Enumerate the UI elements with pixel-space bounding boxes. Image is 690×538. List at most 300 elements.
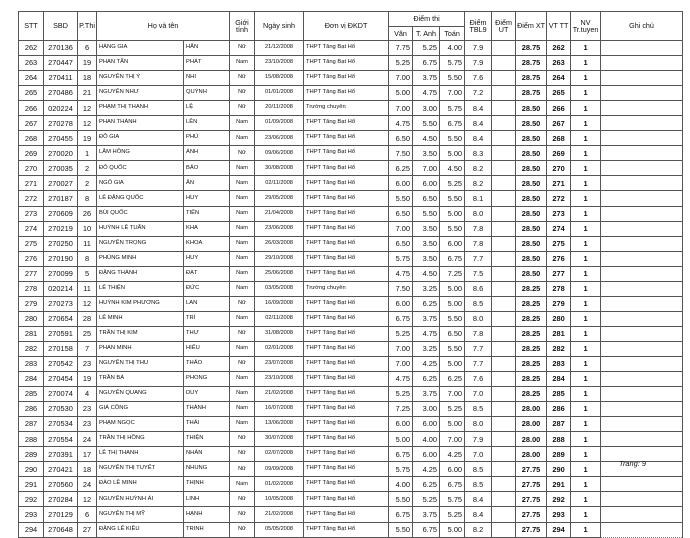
gioi-tinh-cell: Nam (230, 266, 255, 281)
tbl9-cell: 8.2 (465, 522, 492, 537)
van-cell: 6.75 (389, 447, 413, 462)
diem-ut-cell (492, 161, 516, 176)
gioi-tinh-cell: Nữ (230, 326, 255, 341)
nguyen-vong-cell: 1 (571, 507, 601, 522)
diem-xt-cell: 28.50 (516, 221, 547, 236)
vi-tri-cell: 270 (547, 161, 571, 176)
sbd-cell: 270591 (44, 326, 78, 341)
toan-cell: 5.00 (440, 281, 465, 296)
diem-xt-cell: 28.25 (516, 326, 547, 341)
diem-xt-cell: 28.25 (516, 356, 547, 371)
gioi-tinh-cell: Nam (230, 56, 255, 71)
don-vi-cell: THPT Tăng Bạt Hổ (304, 477, 389, 492)
toan-cell: 6.75 (440, 251, 465, 266)
don-vi-cell: THPT Tăng Bạt Hổ (304, 191, 389, 206)
stt-cell: 286 (19, 402, 44, 417)
toan-cell: 4.50 (440, 161, 465, 176)
sbd-cell: 270455 (44, 131, 78, 146)
diem-ut-cell (492, 191, 516, 206)
table-row (19, 462, 683, 477)
van-cell: 7.50 (389, 281, 413, 296)
nguyen-vong-cell: 1 (571, 372, 601, 387)
stt-cell: 291 (19, 477, 44, 492)
tieng-anh-cell: 5.50 (413, 116, 440, 131)
ten-cell: TRÍ (184, 311, 230, 326)
ho-dem-cell: ĐẶNG THÀNH (97, 266, 184, 281)
van-cell: 5.50 (389, 522, 413, 537)
ho-dem-cell: TRẦN THỊ HỒNG (97, 432, 184, 447)
don-vi-cell: THPT Tăng Bạt Hổ (304, 507, 389, 522)
ho-dem-cell: TRẦN BÁ (97, 372, 184, 387)
nguyen-vong-cell: 1 (571, 417, 601, 432)
ngay-sinh-cell: 21/04/2008 (255, 206, 304, 221)
tieng-anh-cell: 3.00 (413, 101, 440, 116)
table-row (19, 236, 683, 251)
diem-xt-cell: 28.50 (516, 161, 547, 176)
header-stt: STT (19, 12, 44, 41)
ngay-sinh-cell: 23/06/2008 (255, 131, 304, 146)
diem-xt-cell: 28.50 (516, 116, 547, 131)
phong-thi-cell: 19 (78, 372, 97, 387)
ho-dem-cell: PHAN TẤN (97, 56, 184, 71)
diem-xt-cell: 27.75 (516, 522, 547, 537)
ghi-chu-cell (601, 101, 683, 116)
van-cell: 7.75 (389, 41, 413, 56)
diem-xt-cell: 28.50 (516, 251, 547, 266)
table-row (19, 356, 683, 371)
toan-cell: 7.00 (440, 387, 465, 402)
diem-xt-cell: 28.75 (516, 41, 547, 56)
don-vi-cell: THPT Tăng Bạt Hổ (304, 492, 389, 507)
ghi-chu-cell (601, 41, 683, 56)
stt-cell: 274 (19, 221, 44, 236)
diem-ut-cell (492, 356, 516, 371)
diem-ut-cell (492, 477, 516, 492)
diem-xt-cell: 28.50 (516, 146, 547, 161)
ghi-chu-cell (601, 507, 683, 522)
ho-dem-cell: PHẠM THỊ THANH (97, 101, 184, 116)
tbl9-cell: 7.8 (465, 326, 492, 341)
gioi-tinh-cell: Nữ (230, 71, 255, 86)
nguyen-vong-cell: 1 (571, 191, 601, 206)
toan-cell: 5.00 (440, 206, 465, 221)
ngay-sinh-cell: 29/05/2008 (255, 191, 304, 206)
diem-xt-cell: 28.00 (516, 432, 547, 447)
ngay-sinh-cell: 23/07/2008 (255, 356, 304, 371)
ho-dem-cell: LÊ MINH (97, 311, 184, 326)
table-row (19, 161, 683, 176)
van-cell: 5.50 (389, 492, 413, 507)
gioi-tinh-cell: Nam (230, 311, 255, 326)
van-cell: 5.75 (389, 462, 413, 477)
gioi-tinh-cell: Nữ (230, 447, 255, 462)
tbl9-cell: 8.5 (465, 296, 492, 311)
tbl9-cell: 7.0 (465, 387, 492, 402)
toan-cell: 5.50 (440, 221, 465, 236)
ghi-chu-cell (601, 206, 683, 221)
nguyen-vong-cell: 1 (571, 221, 601, 236)
nguyen-vong-cell: 1 (571, 341, 601, 356)
don-vi-cell: Trường chuyên (304, 281, 389, 296)
ghi-chu-cell (601, 131, 683, 146)
diem-ut-cell (492, 236, 516, 251)
vi-tri-cell: 293 (547, 507, 571, 522)
ho-dem-cell: PHAN MINH (97, 341, 184, 356)
table-row (19, 432, 683, 447)
vi-tri-cell: 285 (547, 387, 571, 402)
diem-ut-cell (492, 311, 516, 326)
tieng-anh-cell: 3.50 (413, 221, 440, 236)
table-row (19, 341, 683, 356)
table-row (19, 492, 683, 507)
tieng-anh-cell: 4.75 (413, 86, 440, 101)
nguyen-vong-cell: 1 (571, 131, 601, 146)
sbd-cell: 270530 (44, 402, 78, 417)
ngay-sinh-cell: 31/08/2008 (255, 326, 304, 341)
don-vi-cell: THPT Tăng Bạt Hổ (304, 296, 389, 311)
header-van: Văn (389, 27, 413, 41)
ngay-sinh-cell: 21/02/2008 (255, 507, 304, 522)
tieng-anh-cell: 6.00 (413, 417, 440, 432)
phong-thi-cell: 2 (78, 176, 97, 191)
phong-thi-cell: 26 (78, 206, 97, 221)
diem-ut-cell (492, 402, 516, 417)
tieng-anh-cell: 6.75 (413, 56, 440, 71)
stt-cell: 280 (19, 311, 44, 326)
ghi-chu-cell (601, 492, 683, 507)
ngay-sinh-cell: 15/08/2008 (255, 71, 304, 86)
ten-cell: TRINH (184, 522, 230, 537)
diem-xt-cell: 27.75 (516, 492, 547, 507)
diem-ut-cell (492, 507, 516, 522)
sbd-cell: 270187 (44, 191, 78, 206)
tieng-anh-cell: 4.50 (413, 266, 440, 281)
gioi-tinh-cell: Nam (230, 176, 255, 191)
table-row (19, 221, 683, 236)
ngay-sinh-cell: 25/06/2008 (255, 266, 304, 281)
page-number: Trang: 9 (619, 459, 646, 468)
table-row (19, 522, 683, 537)
table-row (19, 101, 683, 116)
gioi-tinh-cell: Nam (230, 477, 255, 492)
tieng-anh-cell: 3.75 (413, 387, 440, 402)
tieng-anh-cell: 6.00 (413, 176, 440, 191)
tieng-anh-cell: 3.00 (413, 402, 440, 417)
van-cell: 5.50 (389, 191, 413, 206)
stt-cell: 265 (19, 86, 44, 101)
ho-dem-cell: GIÁ CÔNG (97, 402, 184, 417)
don-vi-cell: THPT Tăng Bạt Hổ (304, 86, 389, 101)
diem-xt-cell: 28.75 (516, 71, 547, 86)
header-gioi-tinh: Giới tính (230, 12, 255, 41)
ghi-chu-cell (601, 86, 683, 101)
sbd-cell: 270190 (44, 251, 78, 266)
van-cell: 4.75 (389, 116, 413, 131)
ghi-chu-cell (601, 477, 683, 492)
van-cell: 5.25 (389, 387, 413, 402)
ngay-sinh-cell: 20/11/2008 (255, 101, 304, 116)
van-cell: 7.50 (389, 146, 413, 161)
toan-cell: 4.00 (440, 41, 465, 56)
stt-cell: 284 (19, 372, 44, 387)
ten-cell: THỊNH (184, 477, 230, 492)
ho-dem-cell: HUỲNH KIM PHƯƠNG (97, 296, 184, 311)
gioi-tinh-cell: Nam (230, 116, 255, 131)
gioi-tinh-cell: Nữ (230, 146, 255, 161)
toan-cell: 6.00 (440, 236, 465, 251)
diem-ut-cell (492, 221, 516, 236)
nguyen-vong-cell: 1 (571, 146, 601, 161)
ten-cell: DUY (184, 387, 230, 402)
ho-dem-cell: ĐỖ GIA (97, 131, 184, 146)
stt-cell: 285 (19, 387, 44, 402)
header-phong-thi: P.Thi (78, 12, 97, 41)
vi-tri-cell: 279 (547, 296, 571, 311)
table-row (19, 477, 683, 492)
phong-thi-cell: 19 (78, 56, 97, 71)
van-cell: 4.00 (389, 477, 413, 492)
table-row (19, 281, 683, 296)
sbd-cell: 270158 (44, 341, 78, 356)
nguyen-vong-cell: 1 (571, 161, 601, 176)
ho-dem-cell: LÊ THIỆN (97, 281, 184, 296)
ghi-chu-cell (601, 326, 683, 341)
don-vi-cell: THPT Tăng Bạt Hổ (304, 447, 389, 462)
ngay-sinh-cell: 29/10/2008 (255, 251, 304, 266)
van-cell: 5.25 (389, 326, 413, 341)
table-row (19, 41, 683, 56)
diem-ut-cell (492, 326, 516, 341)
sbd-cell: 270273 (44, 296, 78, 311)
gioi-tinh-cell: Nam (230, 372, 255, 387)
table-row (19, 417, 683, 432)
phong-thi-cell: 23 (78, 417, 97, 432)
ten-cell: HIẾU (184, 341, 230, 356)
ngay-sinh-cell: 23/10/2008 (255, 56, 304, 71)
table-row (19, 387, 683, 402)
ho-dem-cell: NGUYỄN NHƯ (97, 86, 184, 101)
sbd-cell: 270648 (44, 522, 78, 537)
stt-cell: 277 (19, 266, 44, 281)
table-row (19, 251, 683, 266)
tieng-anh-cell: 4.50 (413, 131, 440, 146)
vi-tri-cell: 275 (547, 236, 571, 251)
table-row (19, 266, 683, 281)
ngay-sinh-cell: 30/07/2008 (255, 432, 304, 447)
toan-cell: 5.00 (440, 356, 465, 371)
diem-xt-cell: 28.75 (516, 86, 547, 101)
van-cell: 5.25 (389, 56, 413, 71)
diem-xt-cell: 28.25 (516, 311, 547, 326)
table-row (19, 402, 683, 417)
ten-cell: HÂN (184, 41, 230, 56)
stt-cell: 268 (19, 131, 44, 146)
toan-cell: 5.25 (440, 402, 465, 417)
toan-cell: 5.75 (440, 492, 465, 507)
gioi-tinh-cell: Nữ (230, 41, 255, 56)
nguyen-vong-cell: 1 (571, 236, 601, 251)
vi-tri-cell: 280 (547, 311, 571, 326)
header-ghi-chu: Ghi chú (601, 12, 683, 41)
stt-cell: 273 (19, 206, 44, 221)
don-vi-cell: THPT Tăng Bạt Hổ (304, 41, 389, 56)
ghi-chu-cell (601, 221, 683, 236)
don-vi-cell: THPT Tăng Bạt Hổ (304, 387, 389, 402)
header-sbd: SBD (44, 12, 78, 41)
ten-cell: TIẾN (184, 206, 230, 221)
stt-cell: 294 (19, 522, 44, 537)
toan-cell: 5.50 (440, 341, 465, 356)
gioi-tinh-cell: Nữ (230, 462, 255, 477)
vi-tri-cell: 266 (547, 101, 571, 116)
ho-dem-cell: NGUYỄN QUANG (97, 387, 184, 402)
sbd-cell: 270074 (44, 387, 78, 402)
phong-thi-cell: 18 (78, 462, 97, 477)
table-row (19, 447, 683, 462)
nguyen-vong-cell: 1 (571, 477, 601, 492)
table-row (19, 71, 683, 86)
tbl9-cell: 8.3 (465, 146, 492, 161)
nguyen-vong-cell: 1 (571, 356, 601, 371)
ghi-chu-cell (601, 56, 683, 71)
toan-cell: 5.75 (440, 56, 465, 71)
vi-tri-cell: 274 (547, 221, 571, 236)
gioi-tinh-cell: Nam (230, 387, 255, 402)
diem-ut-cell (492, 266, 516, 281)
ngay-sinh-cell: 02/11/2008 (255, 311, 304, 326)
ghi-chu-cell (601, 266, 683, 281)
header-vi-tri: VT TT (547, 12, 571, 41)
ghi-chu-cell (601, 356, 683, 371)
table-row (19, 191, 683, 206)
sbd-cell: 270609 (44, 206, 78, 221)
tieng-anh-cell: 5.25 (413, 41, 440, 56)
tbl9-cell: 8.5 (465, 477, 492, 492)
ho-dem-cell: NGUYỄN THỊ TUYẾT (97, 462, 184, 477)
ten-cell: NHI (184, 71, 230, 86)
ngay-sinh-cell: 30/08/2008 (255, 161, 304, 176)
nguyen-vong-cell: 1 (571, 296, 601, 311)
tieng-anh-cell: 3.75 (413, 71, 440, 86)
van-cell: 6.75 (389, 311, 413, 326)
tieng-anh-cell: 4.25 (413, 462, 440, 477)
stt-cell: 272 (19, 191, 44, 206)
ten-cell: NHÀN (184, 447, 230, 462)
tieng-anh-cell: 6.25 (413, 477, 440, 492)
diem-ut-cell (492, 101, 516, 116)
vi-tri-cell: 291 (547, 477, 571, 492)
ngay-sinh-cell: 02/07/2008 (255, 447, 304, 462)
sbd-cell: 270542 (44, 356, 78, 371)
ten-cell: ÂN (184, 176, 230, 191)
ghi-chu-cell (601, 176, 683, 191)
toan-cell: 6.75 (440, 116, 465, 131)
tbl9-cell: 8.2 (465, 176, 492, 191)
vi-tri-cell: 272 (547, 191, 571, 206)
header-tieng-anh: T. Anh (413, 27, 440, 41)
toan-cell: 6.25 (440, 372, 465, 387)
phong-thi-cell: 4 (78, 387, 97, 402)
ho-dem-cell: ĐÀO LÊ MINH (97, 477, 184, 492)
toan-cell: 7.00 (440, 86, 465, 101)
ngay-sinh-cell: 23/06/2008 (255, 221, 304, 236)
sbd-cell: 270654 (44, 311, 78, 326)
vi-tri-cell: 288 (547, 432, 571, 447)
gioi-tinh-cell: Nam (230, 251, 255, 266)
tieng-anh-cell: 3.25 (413, 341, 440, 356)
gioi-tinh-cell: Nam (230, 281, 255, 296)
ghi-chu-cell (601, 296, 683, 311)
diem-ut-cell (492, 372, 516, 387)
don-vi-cell: THPT Tăng Bạt Hổ (304, 56, 389, 71)
sbd-cell: 270035 (44, 161, 78, 176)
table-row (19, 206, 683, 221)
phong-thi-cell: 28 (78, 311, 97, 326)
tbl9-cell: 8.6 (465, 281, 492, 296)
gioi-tinh-cell: Nữ (230, 101, 255, 116)
diem-ut-cell (492, 206, 516, 221)
vi-tri-cell: 292 (547, 492, 571, 507)
vi-tri-cell: 277 (547, 266, 571, 281)
nguyen-vong-cell: 1 (571, 462, 601, 477)
don-vi-cell: THPT Tăng Bạt Hổ (304, 266, 389, 281)
van-cell: 6.25 (389, 161, 413, 176)
sbd-cell: 270486 (44, 86, 78, 101)
diem-xt-cell: 28.50 (516, 191, 547, 206)
nguyen-vong-cell: 1 (571, 41, 601, 56)
ghi-chu-cell (601, 522, 683, 537)
sbd-cell: 270560 (44, 477, 78, 492)
tbl9-cell: 7.7 (465, 251, 492, 266)
ngay-sinh-cell: 09/09/2008 (255, 462, 304, 477)
tieng-anh-cell: 4.25 (413, 356, 440, 371)
tbl9-cell: 8.4 (465, 507, 492, 522)
vi-tri-cell: 269 (547, 146, 571, 161)
tbl9-cell: 7.9 (465, 41, 492, 56)
vi-tri-cell: 276 (547, 251, 571, 266)
table-row (19, 311, 683, 326)
don-vi-cell: THPT Tăng Bạt Hổ (304, 341, 389, 356)
van-cell: 6.50 (389, 236, 413, 251)
diem-xt-cell: 28.00 (516, 447, 547, 462)
tbl9-cell: 8.4 (465, 116, 492, 131)
ten-cell: PHÁT (184, 56, 230, 71)
diem-xt-cell: 28.25 (516, 372, 547, 387)
tbl9-cell: 8.4 (465, 492, 492, 507)
tbl9-cell: 7.6 (465, 372, 492, 387)
sbd-cell: 270411 (44, 71, 78, 86)
header-diem-thi: Điểm thi (389, 12, 465, 27)
don-vi-cell: THPT Tăng Bạt Hổ (304, 71, 389, 86)
van-cell: 6.00 (389, 176, 413, 191)
phong-thi-cell: 19 (78, 131, 97, 146)
phong-thi-cell: 21 (78, 86, 97, 101)
header-diem-tbl9: Điểm TBL9 (465, 12, 492, 41)
don-vi-cell: THPT Tăng Bạt Hổ (304, 221, 389, 236)
phong-thi-cell: 10 (78, 221, 97, 236)
vi-tri-cell: 289 (547, 447, 571, 462)
nguyen-vong-cell: 1 (571, 86, 601, 101)
van-cell: 6.00 (389, 417, 413, 432)
toan-cell: 5.00 (440, 417, 465, 432)
ghi-chu-cell (601, 116, 683, 131)
ho-dem-cell: ĐẶNG LÊ KIỀU (97, 522, 184, 537)
tbl9-cell: 7.2 (465, 86, 492, 101)
diem-xt-cell: 27.75 (516, 477, 547, 492)
toan-cell: 4.25 (440, 447, 465, 462)
toan-cell: 5.25 (440, 507, 465, 522)
van-cell: 6.75 (389, 507, 413, 522)
